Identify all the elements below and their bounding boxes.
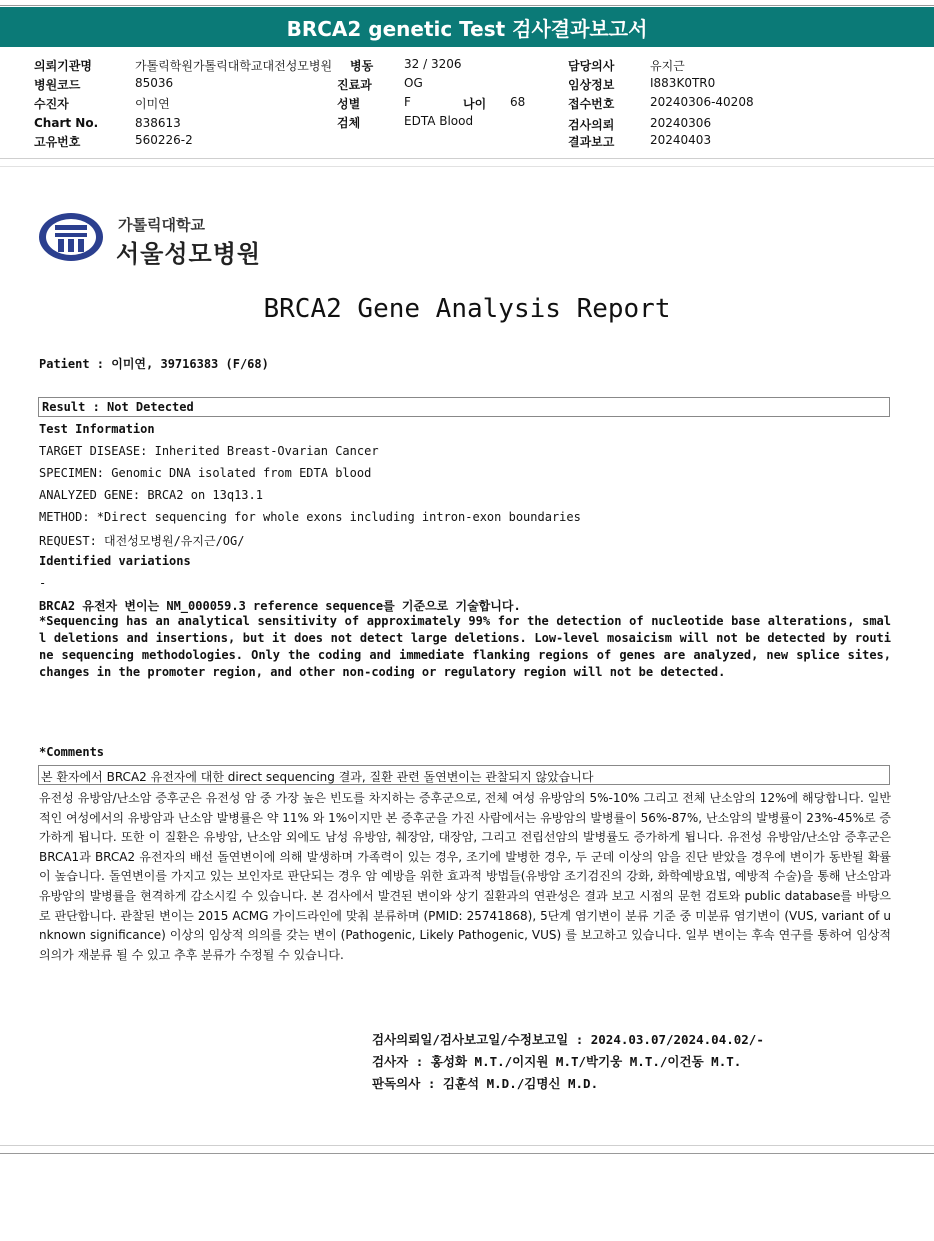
variations-heading: Identified variations	[39, 554, 191, 568]
hospital-name: 서울성모병원	[116, 240, 262, 268]
request-line: REQUEST: 대전성모병원/유지근/OG/	[39, 534, 245, 548]
chart-no-value: 838613	[135, 116, 181, 130]
comments-heading: *Comments	[39, 745, 105, 759]
comment-summary: 본 환자에서 BRCA2 유전자에 대한 direct sequencing 결과, 질환 관련 돌연변이는 관찰되지 않았습니다	[41, 770, 594, 784]
university-name: 가톨릭대학교	[118, 216, 205, 234]
sensitivity-note: *Sequencing has an analytical sensitivity of approximately 99% for the detection of nucleotide base alterations, small deletions and insertions, but it does not detect large deletions. Low-level mosaicism will not be detected by routine sequencing methodologies. Only the coding and immediate flanking regions of genes are analyzed, new splice sites, changes in the promoter region, and other non-coding or regulatory region will not be detected.	[39, 614, 891, 679]
ward-label: 병동	[350, 59, 374, 73]
chart-no-label: Chart No.	[34, 116, 99, 130]
department-value: OG	[404, 76, 423, 90]
unique-id-value: 560226-2	[135, 133, 193, 147]
request-date-label: 검사의뢰	[568, 118, 615, 132]
hospital-logo	[38, 212, 104, 262]
specimen-value: EDTA Blood	[404, 114, 474, 128]
accession-label: 접수번호	[568, 97, 615, 111]
patient-name-value: 이미연	[135, 97, 170, 111]
method-line: METHOD: *Direct sequencing for whole exons including intron-exon boundaries	[39, 510, 581, 524]
accession-value: 20240306-40208	[650, 95, 754, 109]
report-date-value: 20240403	[650, 133, 712, 147]
reference-note: BRCA2 유전자 변이는 NM_000059.3 reference sequence를 기준으로 기술합니다.	[39, 599, 521, 613]
age-label: 나이	[463, 97, 487, 111]
department-label: 진료과	[337, 78, 372, 92]
unique-id-label: 고유번호	[34, 135, 81, 149]
header-divider-secondary	[0, 166, 934, 167]
top-rule	[0, 5, 934, 6]
age-value: 68	[510, 95, 526, 109]
clinical-info-label: 임상정보	[568, 78, 615, 92]
comment-body: 유전성 유방암/난소암 증후군은 유전성 암 중 가장 높은 빈도를 차지하는 증후군으로, 전체 여성 유방암의 5%-10% 그리고 전체 난소암의 12%에 해당합니다. 일반적인 여성에서의 유방암과 난소암 발병률은 약 11% 와 1%이지만 본 증후군을 가진 사람에서는 유방암의 발병률이 56%-87%, 난소암의 발병률이 23%-45%로 증가하게 됩니다. 또한 이 질환은 유방암, 난소암 외에도 남성 유방암, 췌장암, 대장암, 그리고 전립선암의 발병률도 증가하게 됩니다. 유전성 유방암/난소암 증후군은 BRCA1과 BRCA2 유전자의 배선 돌연변이에 의해 발생하며 가족력이 있는 경우, 조기에 발병한 경우, 두 군데 이상의 암을 진단 받았을 경우에 변이가 동반될 확률이 높습니다. 돌연변이를 가지고 있는 보인자로 판단되는 경우 암 예방을 위한 효과적 방법들(유방암 조기검진의 강화, 화학예방요법, 예방적 수술)을 통해 난소암과 유방암의 발병률을 현격하게 감소시킬 수 있습니다. 본 검사에서 발견된 변이와 상기 질환과의 연관성은 결과 보고 시점의 문헌 검토와 public database를 바탕으로 판단합니다. 관찰된 변이는 2015 ACMG 가이드라인에 맞춰 분류하며 (PMID: 25741868), 5단계 염기변이 분류 기준 중 미분류 염기변이 (VUS, variant of unknown significance) 이상의 임상적 의의를 갖는 변이 (Pathogenic, Likely Pathogenic, VUS) 를 보고하고 있습니다. 일부 변이는 후속 연구를 통하여 임상적 의의가 재분류 될 수 있고 추후 분류가 수정될 수 있습니다.	[39, 791, 891, 962]
physician-label: 담당의사	[568, 59, 615, 73]
technicians-line: 검사자 : 홍성화 M.T./이지원 M.T/박기웅 M.T./이건동 M.T.	[372, 1054, 742, 1069]
patient-line: Patient : 이미연, 39716383 (F/68)	[39, 357, 269, 371]
sex-value: F	[404, 95, 411, 109]
ward-value: 32 / 3206	[404, 57, 462, 71]
hospital-code-label: 병원코드	[34, 78, 81, 92]
physician-value: 유지근	[650, 59, 685, 73]
footer-divider-secondary	[0, 1153, 934, 1154]
specimen-label: 검체	[337, 116, 361, 130]
institution-value: 가톨릭학원가톨릭대학교대전성모병원	[135, 59, 333, 73]
report-date-label: 결과보고	[568, 135, 615, 149]
variations-value: -	[39, 576, 47, 590]
footer-divider	[0, 1145, 934, 1146]
header-divider	[0, 158, 934, 159]
clinical-info-value: I883K0TR0	[650, 76, 716, 90]
target-disease: TARGET DISEASE: Inherited Breast-Ovarian Cancer	[39, 444, 379, 458]
physicians-line: 판독의사 : 김훈석 M.D./김명신 M.D.	[372, 1076, 599, 1091]
hospital-code-value: 85036	[135, 76, 174, 90]
analyzed-gene: ANALYZED GENE: BRCA2 on 13q13.1	[39, 488, 263, 502]
institution-label: 의뢰기관명	[34, 59, 92, 73]
result-text: Result : Not Detected	[42, 400, 194, 414]
report-header-title: BRCA2 genetic Test 검사결과보고서	[0, 7, 934, 47]
dates-line: 검사의뢰일/검사보고일/수정보고일 : 2024.03.07/2024.04.02/-	[372, 1032, 764, 1047]
specimen-line: SPECIMEN: Genomic DNA isolated from EDTA blood	[39, 466, 372, 480]
report-title: BRCA2 Gene Analysis Report	[263, 294, 671, 324]
patient-name-label: 수진자	[34, 97, 69, 111]
test-info-heading: Test Information	[39, 422, 155, 436]
request-date-value: 20240306	[650, 116, 712, 130]
sex-label: 성별	[337, 97, 361, 111]
